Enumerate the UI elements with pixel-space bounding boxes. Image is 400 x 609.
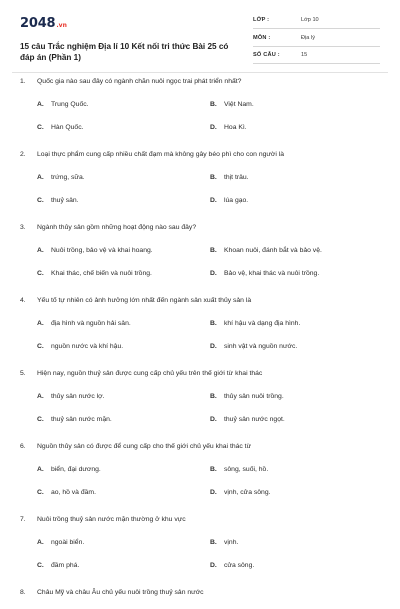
option-text: trứng, sữa.: [51, 174, 85, 181]
answer-option-b[interactable]: [210, 247, 322, 254]
question-stem: [20, 297, 251, 304]
option-letter: C.: [37, 124, 44, 131]
answer-option-a[interactable]: [37, 247, 153, 254]
option-text: thuỷ sản.: [51, 197, 79, 204]
option-letter: C.: [37, 197, 44, 204]
question-number: 3.: [20, 224, 26, 231]
question-number: 7.: [20, 516, 26, 523]
answer-option-d[interactable]: [210, 270, 319, 277]
question-item: [20, 297, 380, 370]
meta-label: LỚP :: [253, 17, 270, 23]
question-text: Hiện nay, nguồn thuỷ sản được cung cấp chủ yếu trên thế giới từ khai thác: [37, 370, 263, 377]
option-text: đầm phá.: [51, 562, 80, 569]
option-text: thuỷ sản nước ngọt.: [224, 416, 285, 423]
option-letter: A.: [37, 101, 44, 108]
answer-option-b[interactable]: [210, 393, 284, 400]
answer-option-b[interactable]: [210, 466, 268, 473]
site-logo[interactable]: [20, 16, 67, 32]
meta-value: Địa lý: [301, 34, 315, 41]
question-item: [20, 589, 380, 609]
question-text: Loại thực phẩm cung cấp nhiều chất đạm mà không gây béo phì cho con người là: [37, 151, 285, 158]
option-letter: B.: [210, 174, 217, 181]
question-text: Quốc gia nào sau đây có ngành chăn nuôi ngọc trai phát triển nhất?: [37, 78, 242, 85]
option-letter: B.: [210, 393, 217, 400]
option-letter: D.: [210, 489, 217, 496]
option-letter: D.: [210, 197, 217, 204]
meta-row-subject: [253, 32, 380, 47]
meta-row-count: [253, 49, 380, 64]
document-title: 15 câu Trắc nghiệm Địa lí 10 Kết nối tri thức Bài 25 có đáp án (Phần 1): [20, 42, 229, 62]
option-text: Khoan nuôi, đánh bắt và bảo vệ.: [224, 247, 322, 254]
option-letter: B.: [210, 247, 217, 254]
answer-option-d[interactable]: [210, 562, 254, 569]
question-text: Yếu tố tự nhiên có ảnh hưởng lớn nhất đến ngành sản xuất thủy sản là: [37, 297, 252, 304]
option-text: Nuôi trồng, bảo vệ và khai hoang.: [51, 247, 153, 254]
question-number: 1.: [20, 78, 26, 85]
option-text: Khai thác, chế biến và nuôi trồng.: [51, 270, 152, 277]
option-letter: D.: [210, 270, 217, 277]
logo-suffix: .vn: [56, 22, 67, 29]
question-item: [20, 516, 380, 589]
question-stem: [20, 516, 186, 523]
option-letter: B.: [210, 101, 217, 108]
answer-option-d[interactable]: [210, 124, 247, 131]
answer-option-d[interactable]: [210, 343, 297, 350]
answer-option-d[interactable]: [210, 416, 285, 423]
option-text: địa hình và nguồn hải sản.: [51, 320, 131, 327]
answer-option-a[interactable]: [37, 539, 84, 546]
option-letter: C.: [37, 489, 44, 496]
header-divider: [12, 72, 388, 73]
option-letter: B.: [210, 539, 217, 546]
answer-option-b[interactable]: [210, 320, 300, 327]
meta-value: Lớp 10: [301, 17, 319, 23]
meta-panel: [253, 14, 380, 67]
answer-option-c[interactable]: [37, 416, 112, 423]
answer-option-b[interactable]: [210, 174, 249, 181]
option-letter: C.: [37, 416, 44, 423]
option-text: thủy sản nước lợ.: [51, 393, 105, 400]
answer-option-c[interactable]: [37, 197, 79, 204]
answer-option-a[interactable]: [37, 320, 131, 327]
meta-value: 15: [301, 52, 308, 58]
answer-option-a[interactable]: [37, 101, 89, 108]
option-letter: A.: [37, 393, 44, 400]
option-text: sinh vật và nguồn nước.: [224, 343, 298, 350]
option-text: thủy sản nuôi trồng.: [224, 393, 284, 400]
answer-option-b[interactable]: [210, 539, 238, 546]
option-letter: A.: [37, 320, 44, 327]
option-letter: C.: [37, 343, 44, 350]
option-text: Việt Nam.: [224, 101, 254, 108]
question-text: Nguồn thủy sản có được để cung cấp cho thế giới chủ yếu khai thác từ: [37, 443, 252, 450]
question-list: [20, 78, 380, 609]
option-text: ao, hồ và đầm.: [51, 489, 96, 496]
question-item: [20, 78, 380, 151]
option-letter: A.: [37, 174, 44, 181]
answer-option-c[interactable]: [37, 124, 84, 131]
option-letter: D.: [210, 562, 217, 569]
question-stem: [20, 589, 204, 596]
question-stem: [20, 443, 251, 450]
option-text: Hoa Kì.: [224, 124, 247, 131]
option-letter: C.: [37, 562, 44, 569]
answer-option-a[interactable]: [37, 466, 101, 473]
answer-option-a[interactable]: [37, 174, 85, 181]
question-text: Nuôi trồng thuỷ sản nước mặn thường ở khu vực: [37, 516, 186, 523]
question-item: [20, 370, 380, 443]
option-text: lúa gạo.: [224, 197, 249, 204]
option-text: ngoài biển.: [51, 539, 85, 546]
option-text: nguồn nước và khí hậu.: [51, 343, 124, 350]
question-number: 2.: [20, 151, 26, 158]
question-item: [20, 443, 380, 516]
answer-option-d[interactable]: [210, 197, 248, 204]
option-text: thịt trâu.: [224, 174, 249, 181]
question-text: Châu Mỹ và châu Âu chủ yếu nuôi trồng thuỷ sản nước: [37, 589, 204, 596]
question-text: Ngành thủy sản gồm những hoạt động nào sau đây?: [37, 224, 197, 231]
option-letter: A.: [37, 466, 44, 473]
question-stem: [20, 224, 196, 231]
question-number: 6.: [20, 443, 26, 450]
question-stem: [20, 370, 262, 377]
meta-label: MÔN :: [253, 34, 271, 41]
answer-option-c[interactable]: [37, 489, 96, 496]
option-letter: B.: [210, 466, 217, 473]
option-text: biển, đại dương.: [51, 466, 101, 473]
option-text: sông, suối, hồ.: [224, 466, 269, 473]
logo-text: 2048: [20, 16, 56, 31]
question-number: 5.: [20, 370, 26, 377]
question-number: 4.: [20, 297, 26, 304]
option-text: vịnh, cửa sông.: [224, 489, 271, 496]
option-text: Trung Quốc.: [51, 101, 89, 108]
option-text: Hàn Quốc.: [51, 124, 84, 131]
option-letter: B.: [210, 320, 217, 327]
option-text: cửa sông.: [224, 562, 255, 569]
option-letter: C.: [37, 270, 44, 277]
meta-label: SỐ CÂU :: [253, 52, 280, 58]
answer-option-c[interactable]: [37, 562, 79, 569]
question-item: [20, 151, 380, 224]
option-text: Bảo vệ, khai thác và nuôi trồng.: [224, 270, 320, 277]
option-letter: A.: [37, 539, 44, 546]
answer-option-b[interactable]: [210, 101, 254, 108]
question-item: [20, 224, 380, 297]
option-text: khí hậu và dạng địa hình.: [224, 320, 301, 327]
option-letter: D.: [210, 124, 217, 131]
question-stem: [20, 78, 241, 85]
answer-option-d[interactable]: [210, 489, 271, 496]
option-letter: D.: [210, 416, 217, 423]
document-header: [20, 14, 380, 74]
option-text: thuỷ sản nước mặn.: [51, 416, 112, 423]
question-number: 8.: [20, 589, 26, 596]
question-stem: [20, 151, 284, 158]
meta-row-class: [253, 14, 380, 29]
answer-option-c[interactable]: [37, 270, 152, 277]
answer-option-a[interactable]: [37, 393, 105, 400]
option-letter: D.: [210, 343, 217, 350]
option-text: vịnh.: [224, 539, 239, 546]
option-letter: A.: [37, 247, 44, 254]
answer-option-c[interactable]: [37, 343, 123, 350]
